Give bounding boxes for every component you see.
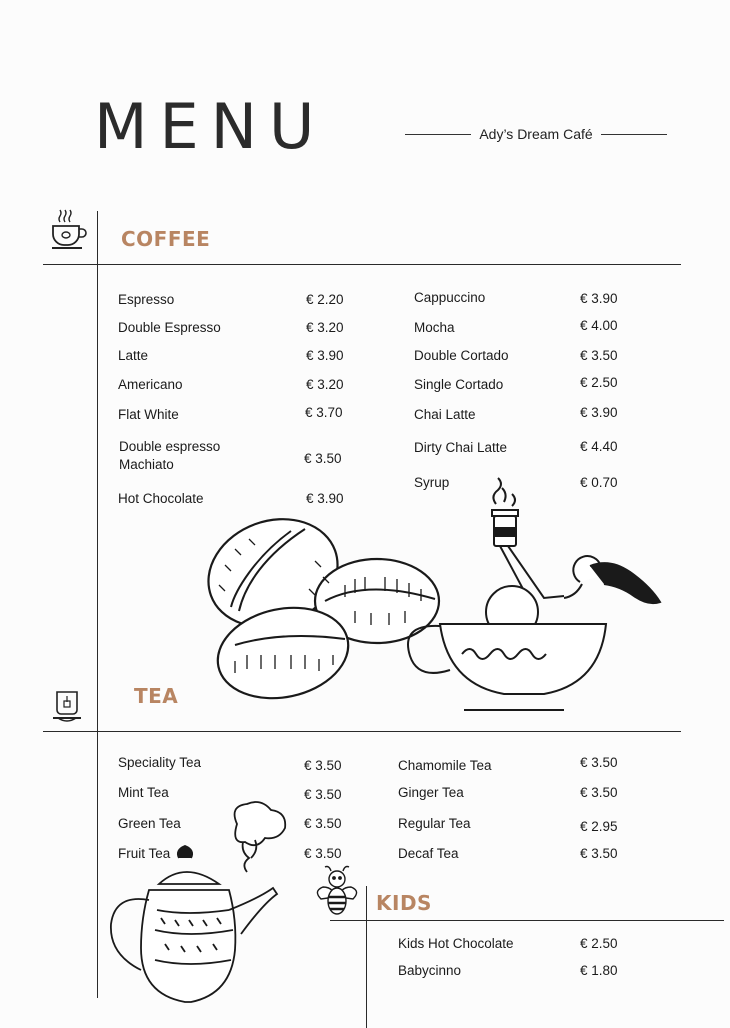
menu-item-price: € 3.20 [306, 377, 344, 392]
menu-item-price: € 0.70 [580, 475, 618, 490]
menu-item-name: Mint Tea [118, 785, 169, 800]
menu-item-name: Latte [118, 348, 149, 363]
menu-item-price: € 3.50 [580, 755, 618, 770]
menu-item-name: Espresso [118, 292, 175, 307]
menu-item-price: € 3.50 [304, 846, 342, 861]
menu-item-name: Flat White [118, 407, 179, 422]
menu-item-name: Ginger Tea [398, 785, 464, 800]
menu-item-name: Double Cortado [414, 348, 509, 363]
menu-item-price: € 3.70 [305, 405, 343, 420]
menu-item-price: € 4.00 [580, 318, 618, 333]
menu-item-price: € 2.20 [306, 292, 344, 307]
menu-item-price: € 3.90 [580, 405, 618, 420]
woman-in-cup-illustration [404, 474, 662, 724]
menu-item-name: Chai Latte [414, 407, 476, 422]
tea-cup-icon [52, 688, 84, 724]
menu-item-name: Chamomile Tea [398, 758, 492, 773]
menu-item-name: Kids Hot Chocolate [398, 936, 514, 951]
menu-item-name: Hot Chocolate [118, 491, 204, 506]
divider [601, 134, 667, 135]
page-title: MENU [94, 90, 327, 163]
cafe-name-banner [405, 124, 667, 144]
menu-item-name: Syrup [414, 475, 450, 490]
menu-item-price: € 3.90 [306, 348, 344, 363]
divider [330, 920, 724, 921]
menu-item-name: Mocha [414, 320, 455, 335]
menu-item-name: Regular Tea [398, 816, 471, 831]
menu-item-name: Double Espresso [118, 320, 221, 335]
divider [366, 886, 367, 1028]
cafe-name: Ady’s Dream Café [479, 126, 593, 142]
menu-item-name: Dirty Chai Latte [414, 440, 508, 455]
menu-item-name: Cappuccino [414, 290, 486, 305]
section-title-tea: TEA [134, 684, 179, 708]
menu-item-name: Decaf Tea [398, 846, 459, 861]
divider [43, 264, 681, 265]
divider [43, 731, 681, 732]
menu-item-price: € 3.50 [580, 348, 618, 363]
menu-item-price: € 3.50 [304, 816, 342, 831]
menu-item-price: € 3.50 [304, 758, 342, 773]
menu-item-name: Babycinno [398, 963, 462, 978]
menu-item-price: € 3.50 [580, 785, 618, 800]
menu-item-price: € 3.20 [306, 320, 344, 335]
section-title-coffee: COFFEE [121, 227, 211, 251]
section-title-kids: KIDS [376, 891, 432, 915]
bee-icon [313, 865, 361, 919]
menu-item-price: € 1.80 [580, 963, 618, 978]
divider [405, 134, 471, 135]
menu-item-name: Speciality Tea [118, 755, 202, 770]
teapot-illustration [105, 800, 305, 1026]
menu-item-price: € 3.90 [580, 291, 618, 306]
menu-item-name: Fruit Tea [118, 846, 171, 861]
menu-item-name: Single Cortado [414, 377, 504, 392]
menu-item-name: Double espresso Machiato [119, 439, 221, 472]
menu-item-price: € 2.50 [580, 936, 618, 951]
menu-item-price: € 3.50 [304, 787, 342, 802]
coffee-cup-icon [50, 208, 88, 252]
menu-item-price: € 4.40 [580, 439, 618, 454]
menu-item-price: € 2.50 [580, 375, 618, 390]
divider [97, 211, 98, 998]
menu-item-price: € 3.50 [304, 451, 342, 466]
menu-item-name: Americano [118, 377, 183, 392]
menu-item-price: € 3.90 [306, 491, 344, 506]
menu-item-name: Green Tea [118, 816, 181, 831]
menu-item-price: € 2.95 [580, 819, 618, 834]
menu-item-price: € 3.50 [580, 846, 618, 861]
